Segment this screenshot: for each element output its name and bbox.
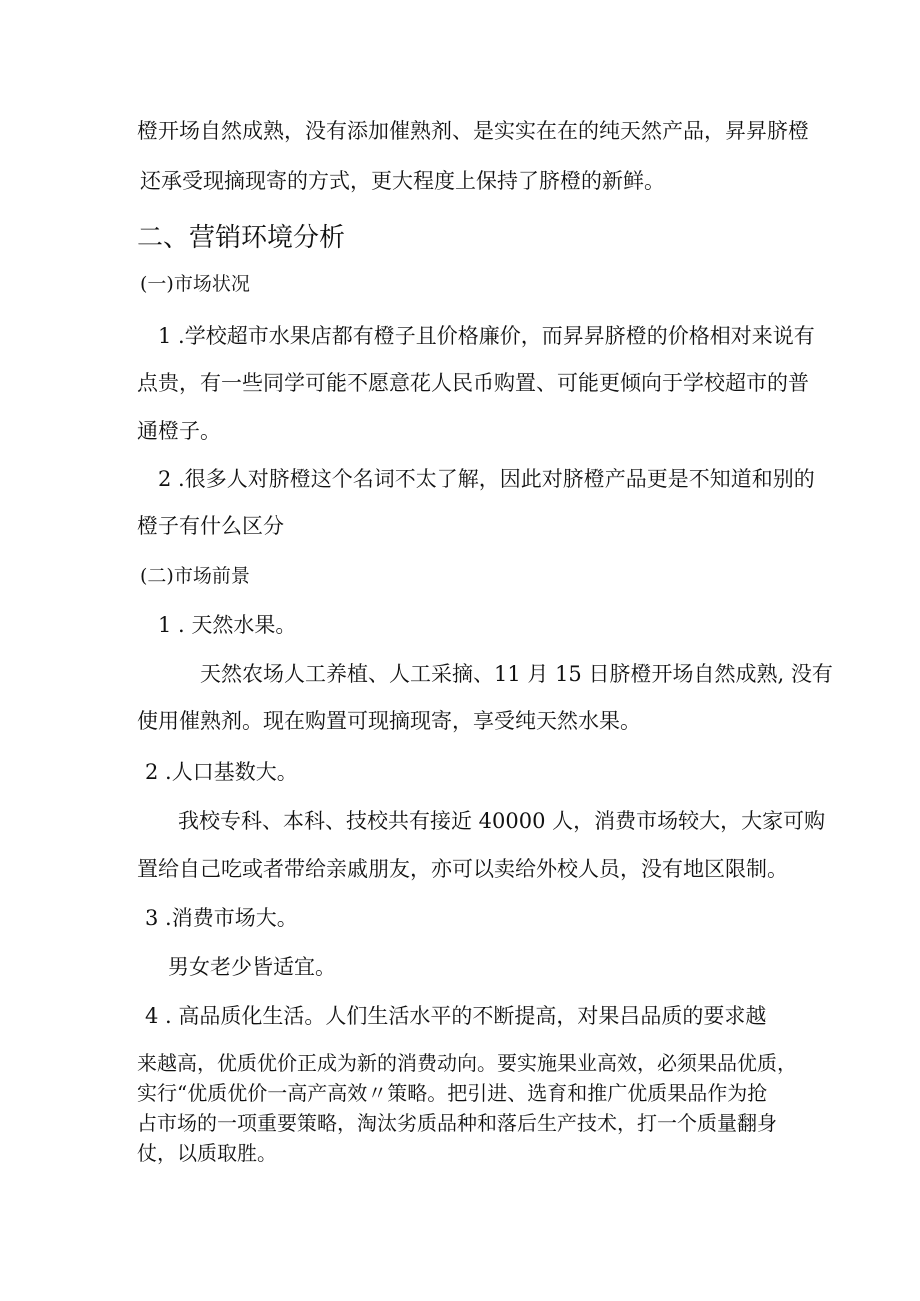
prospect-item-2-title: 2 .人口基数大。 xyxy=(145,760,298,784)
prospect-item-2-line-1: 我校专科、本科、技校共有接近 40000 人，消费市场较大，大家可购 xyxy=(178,809,826,833)
market-item-1-line-1: 1 .学校超市水果店都有橙子且价格廉价，而昇昇脐橙的价格相对来说有 xyxy=(158,324,815,348)
prospect-item-4-title: 4 . 高品质化生活。人们生活水平的不断提高，对果吕品质的要求越 xyxy=(145,1004,767,1028)
market-item-1-line-2: 点贵，有一些同学可能不愿意花人民币购置、可能更倾向于学校超市的普 xyxy=(137,371,809,395)
market-item-2-line-2: 橙子有什么区分 xyxy=(137,514,284,538)
prospect-item-3-line-1: 男女老少皆适宜。 xyxy=(168,955,336,979)
intro-line-2: 还承受现摘现寄的方式，更大程度上保持了脐橙的新鲜。 xyxy=(140,169,665,193)
subsection-heading-market-prospect: (二)市场前景 xyxy=(140,565,250,587)
prospect-item-1-line-1: 天然农场人工养植、人工采摘、11 月 15 日脐橙开场自然成熟, 没有 xyxy=(200,662,833,686)
prospect-item-4-line-2: 实行“优质优价一高产高效〃策略。把引进、选育和推广优质果品作为抢 xyxy=(137,1081,768,1105)
market-item-1-line-3: 通橙子。 xyxy=(137,419,221,443)
section-heading: 二、营销环境分析 xyxy=(137,223,346,253)
prospect-item-4-line-3: 占市场的一项重要策略，淘汰劣质品种和落后生产技术，打一个质量翻身 xyxy=(137,1111,777,1135)
prospect-item-1-line-2: 使用催熟剂。现在购置可现摘现寄，享受纯天然水果。 xyxy=(137,709,641,733)
prospect-item-1-title: 1 . 天然水果。 xyxy=(158,613,297,637)
intro-line-1: 橙开场自然成熟，没有添加催熟剂、是实实在在的纯天然产品，昇昇脐橙 xyxy=(137,119,809,143)
prospect-item-4-line-1: 来越高，优质优价正成为新的消费动向。要实施果业高效，必须果品优质， xyxy=(137,1051,797,1075)
market-item-2-line-1: 2 .很多人对脐橙这个名词不太了解，因此对脐橙产品更是不知道和别的 xyxy=(158,467,815,491)
subsection-heading-market-status: (一)市场状况 xyxy=(140,273,250,295)
prospect-item-2-line-2: 置给自己吃或者带给亲戚朋友，亦可以卖给外校人员，没有地区限制。 xyxy=(137,857,788,881)
prospect-item-4-line-4: 仗，以质取胜。 xyxy=(137,1141,277,1165)
prospect-item-3-title: 3 .消费市场大。 xyxy=(145,906,298,930)
